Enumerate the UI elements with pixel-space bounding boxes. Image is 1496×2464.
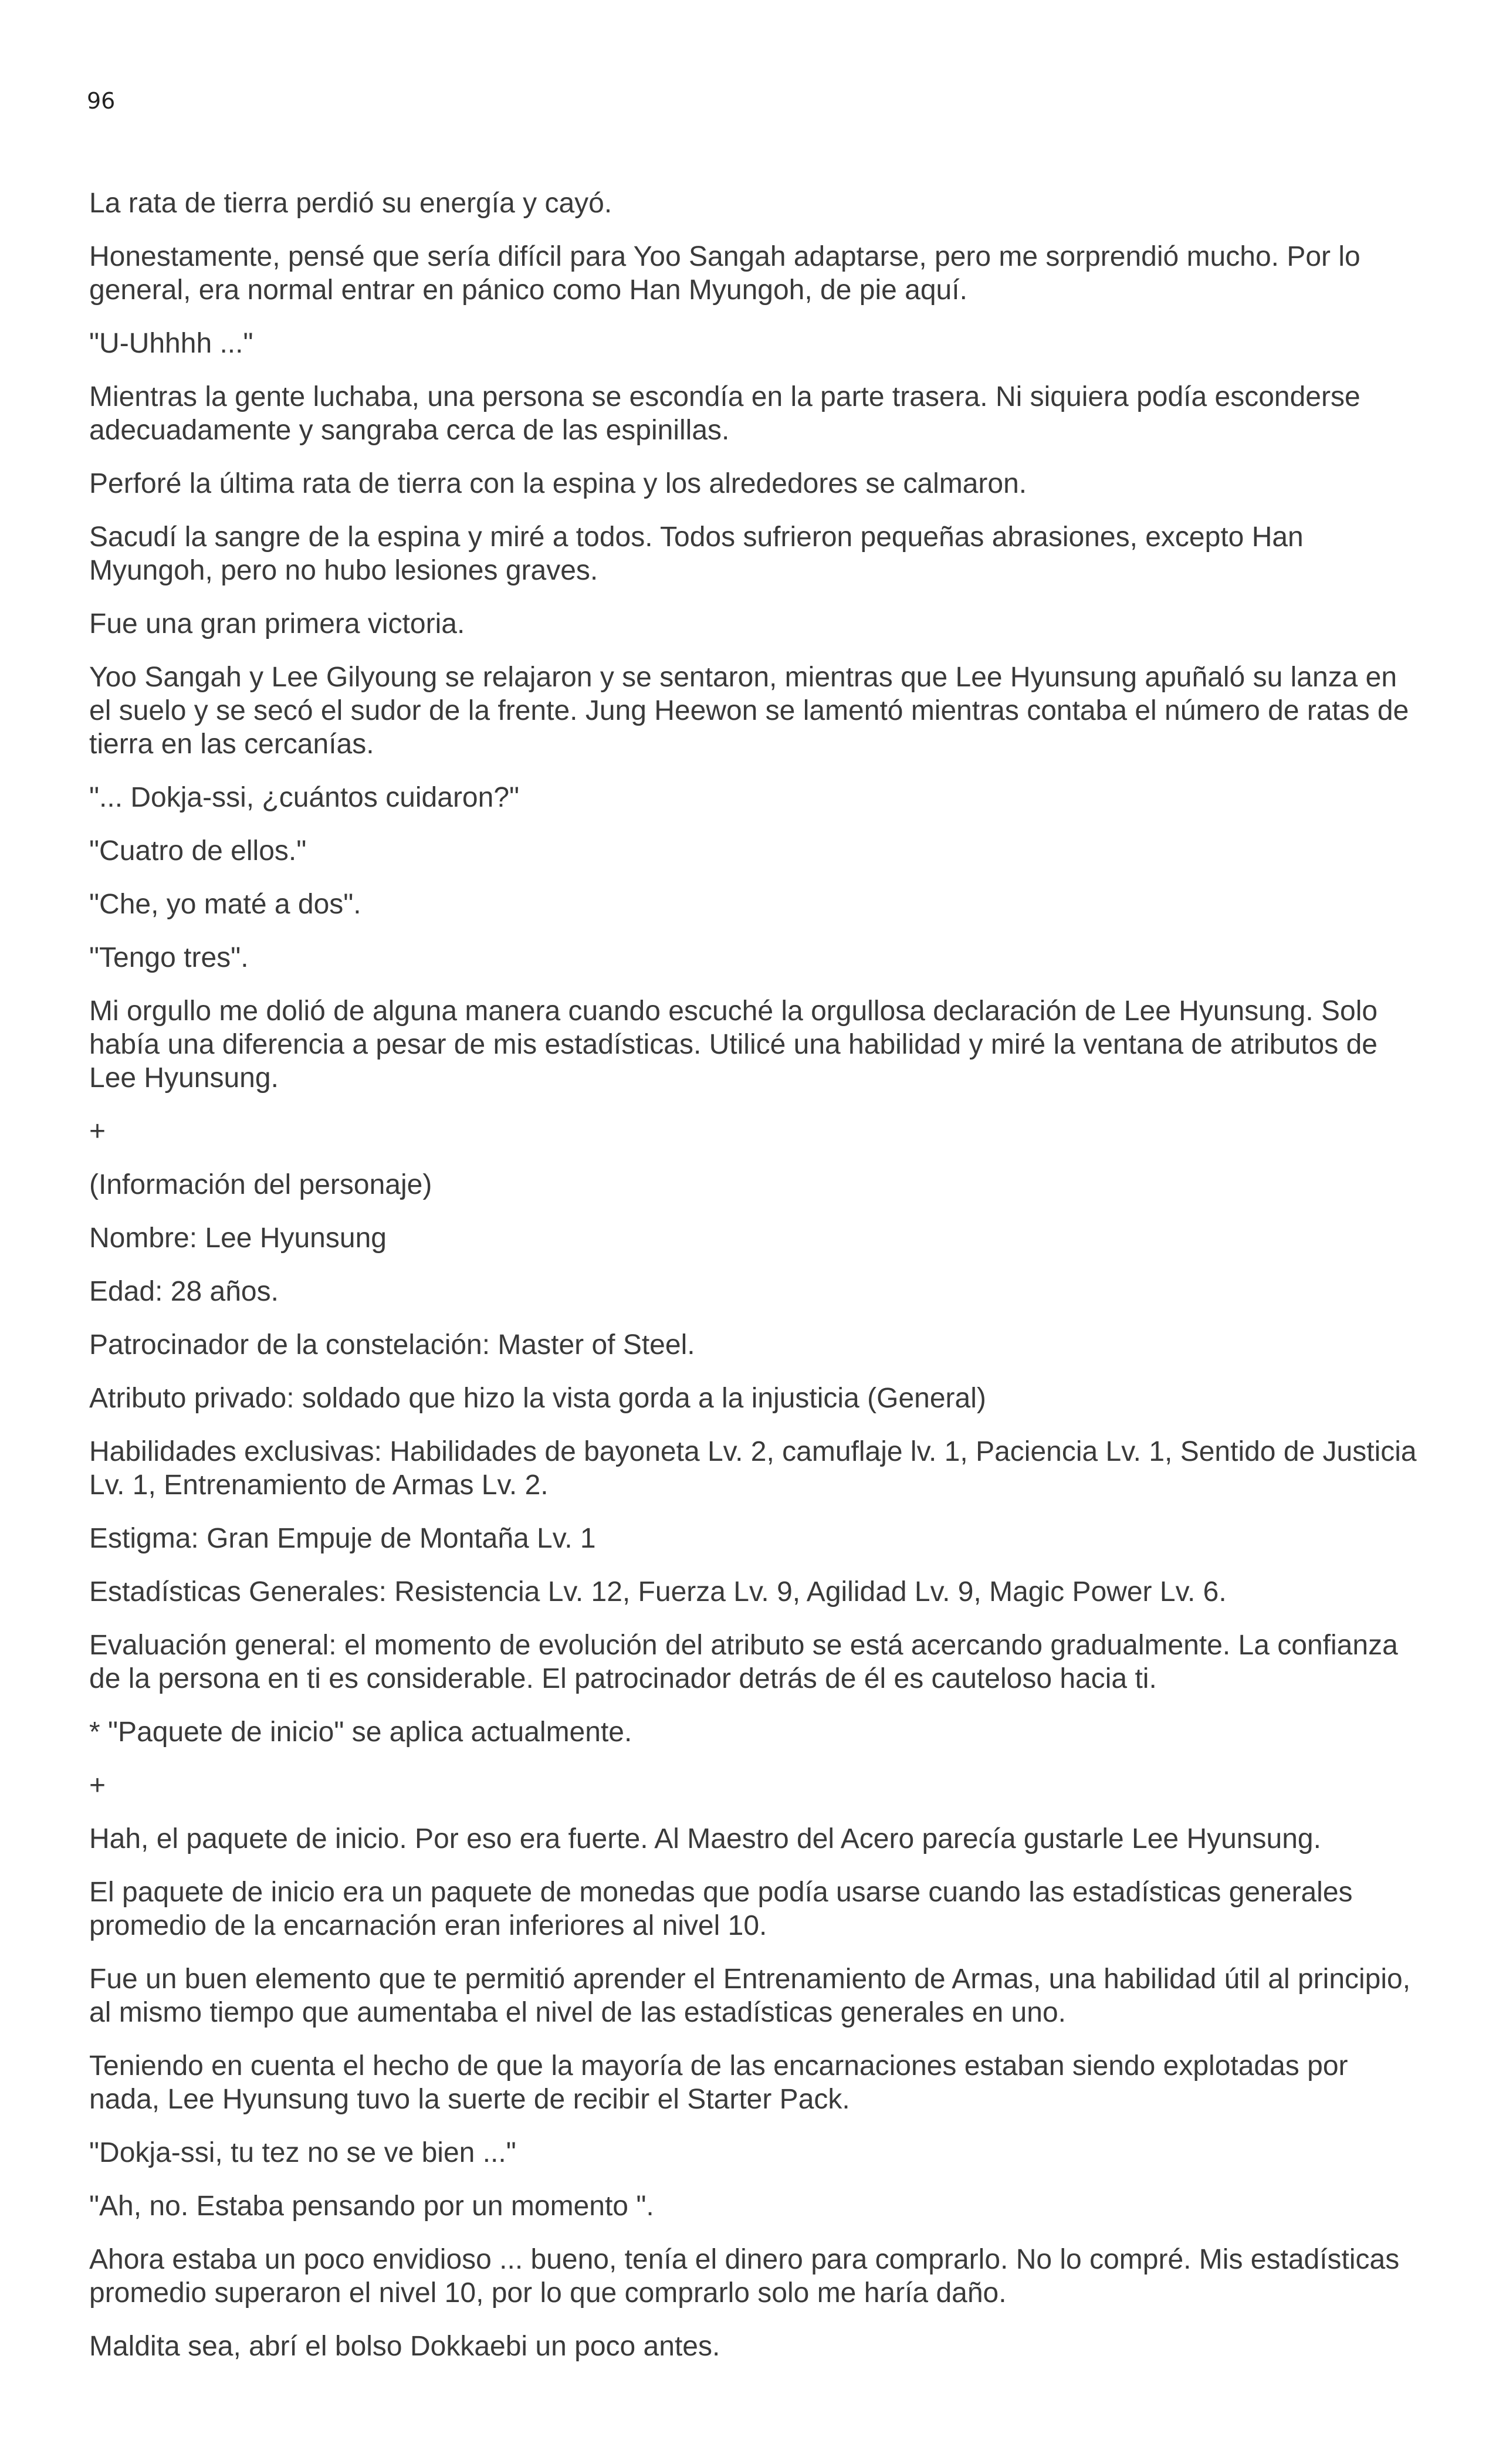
paragraph: * "Paquete de inicio" se aplica actualmente. [89,1717,632,1748]
paragraph: Fue un buen elemento que te permitió aprender el Entrenamiento de Armas, una habilidad útil al principio, al mismo tiempo que aumentaba el nivel de las estadísticas generales en uno. [89,1964,1411,2028]
paragraph: Patrocinador de la constelación: Master of Steel. [89,1329,695,1360]
paragraph: Yoo Sangah y Lee Gilyoung se relajaron y se sentaron, mientras que Lee Hyunsung apuñaló su lanza en el suelo y se secó el sudor de la frente. Jung Heewon se lamentó mientras contaba el número de ratas de tierra en las cercanías. [89,662,1409,760]
paragraph: Fue una gran primera victoria. [89,608,465,639]
paragraph: Nombre: Lee Hyunsung [89,1223,387,1254]
paragraph: Sacudí la sangre de la espina y miré a todos. Todos sufrieron pequeñas abrasiones, excepto Han Myungoh, pero no hubo lesiones graves. [89,522,1304,586]
paragraph: "Dokja-ssi, tu tez no se ve bien ..." [89,2137,516,2168]
paragraph: Edad: 28 años. [89,1276,279,1307]
paragraph: "... Dokja-ssi, ¿cuántos cuidaron?" [89,782,520,813]
paragraph: Mientras la gente luchaba, una persona se escondía en la parte trasera. Ni siquiera podía esconderse adecuadamente y sangraba cerca de las espinillas. [89,381,1360,446]
paragraph: Estigma: Gran Empuje de Montaña Lv. 1 [89,1523,596,1554]
paragraph: El paquete de inicio era un paquete de monedas que podía usarse cuando las estadísticas generales promedio de la encarnación eran inferiores al nivel 10. [89,1877,1353,1941]
paragraph: Perforé la última rata de tierra con la espina y los alrededores se calmaron. [89,468,1027,499]
paragraph: "Che, yo maté a dos". [89,889,361,920]
paragraph: Atributo privado: soldado que hizo la vista gorda a la injusticia (General) [89,1383,986,1414]
body-text [89,187,1421,2383]
paragraph: Hah, el paquete de inicio. Por eso era fuerte. Al Maestro del Acero parecía gustarle Lee Hyunsung. [89,1823,1321,1854]
paragraph: La rata de tierra perdió su energía y cayó. [89,188,612,219]
paragraph: + [89,1116,106,1147]
paragraph: Honestamente, pensé que sería difícil para Yoo Sangah adaptarse, pero me sorprendió mucho. Por lo general, era normal entrar en pánico como Han Myungoh, de pie aquí. [89,241,1360,306]
paragraph: Estadísticas Generales: Resistencia Lv. 12, Fuerza Lv. 9, Agilidad Lv. 9, Magic Power Lv. 6. [89,1576,1227,1607]
page-number: 96 [87,88,116,114]
paragraph: Habilidades exclusivas: Habilidades de bayoneta Lv. 2, camuflaje lv. 1, Paciencia Lv. 1, Sentido de Justicia Lv. 1, Entrenamiento de Armas Lv. 2. [89,1436,1417,1501]
paragraph: Maldita sea, abrí el bolso Dokkaebi un poco antes. [89,2331,720,2362]
paragraph: Evaluación general: el momento de evolución del atributo se está acercando gradualmente. La confianza de la persona en ti es considerable. El patrocinador detrás de él es cauteloso hacia ti. [89,1630,1398,1694]
paragraph: Ahora estaba un poco envidioso ... bueno, tenía el dinero para comprarlo. No lo compré. Mis estadísticas promedio superaron el nivel 10, por lo que comprarlo solo me haría daño. [89,2244,1400,2309]
paragraph: Mi orgullo me dolió de alguna manera cuando escuché la orgullosa declaración de Lee Hyunsung. Solo había una diferencia a pesar de mis estadísticas. Utilicé una habilidad y miré la ventana de atributos de Lee Hyunsung. [89,996,1378,1094]
paragraph: "Cuatro de ellos." [89,835,307,867]
paragraph: "Ah, no. Estaba pensando por un momento ". [89,2191,654,2222]
paragraph: Teniendo en cuenta el hecho de que la mayoría de las encarnaciones estaban siendo explotadas por nada, Lee Hyunsung tuvo la suerte de recibir el Starter Pack. [89,2050,1348,2115]
paragraph: (Información del personaje) [89,1169,432,1200]
paragraph: "Tengo tres". [89,942,249,973]
paragraph: + [89,1770,106,1801]
paragraph: "U-Uhhhh ..." [89,328,253,359]
